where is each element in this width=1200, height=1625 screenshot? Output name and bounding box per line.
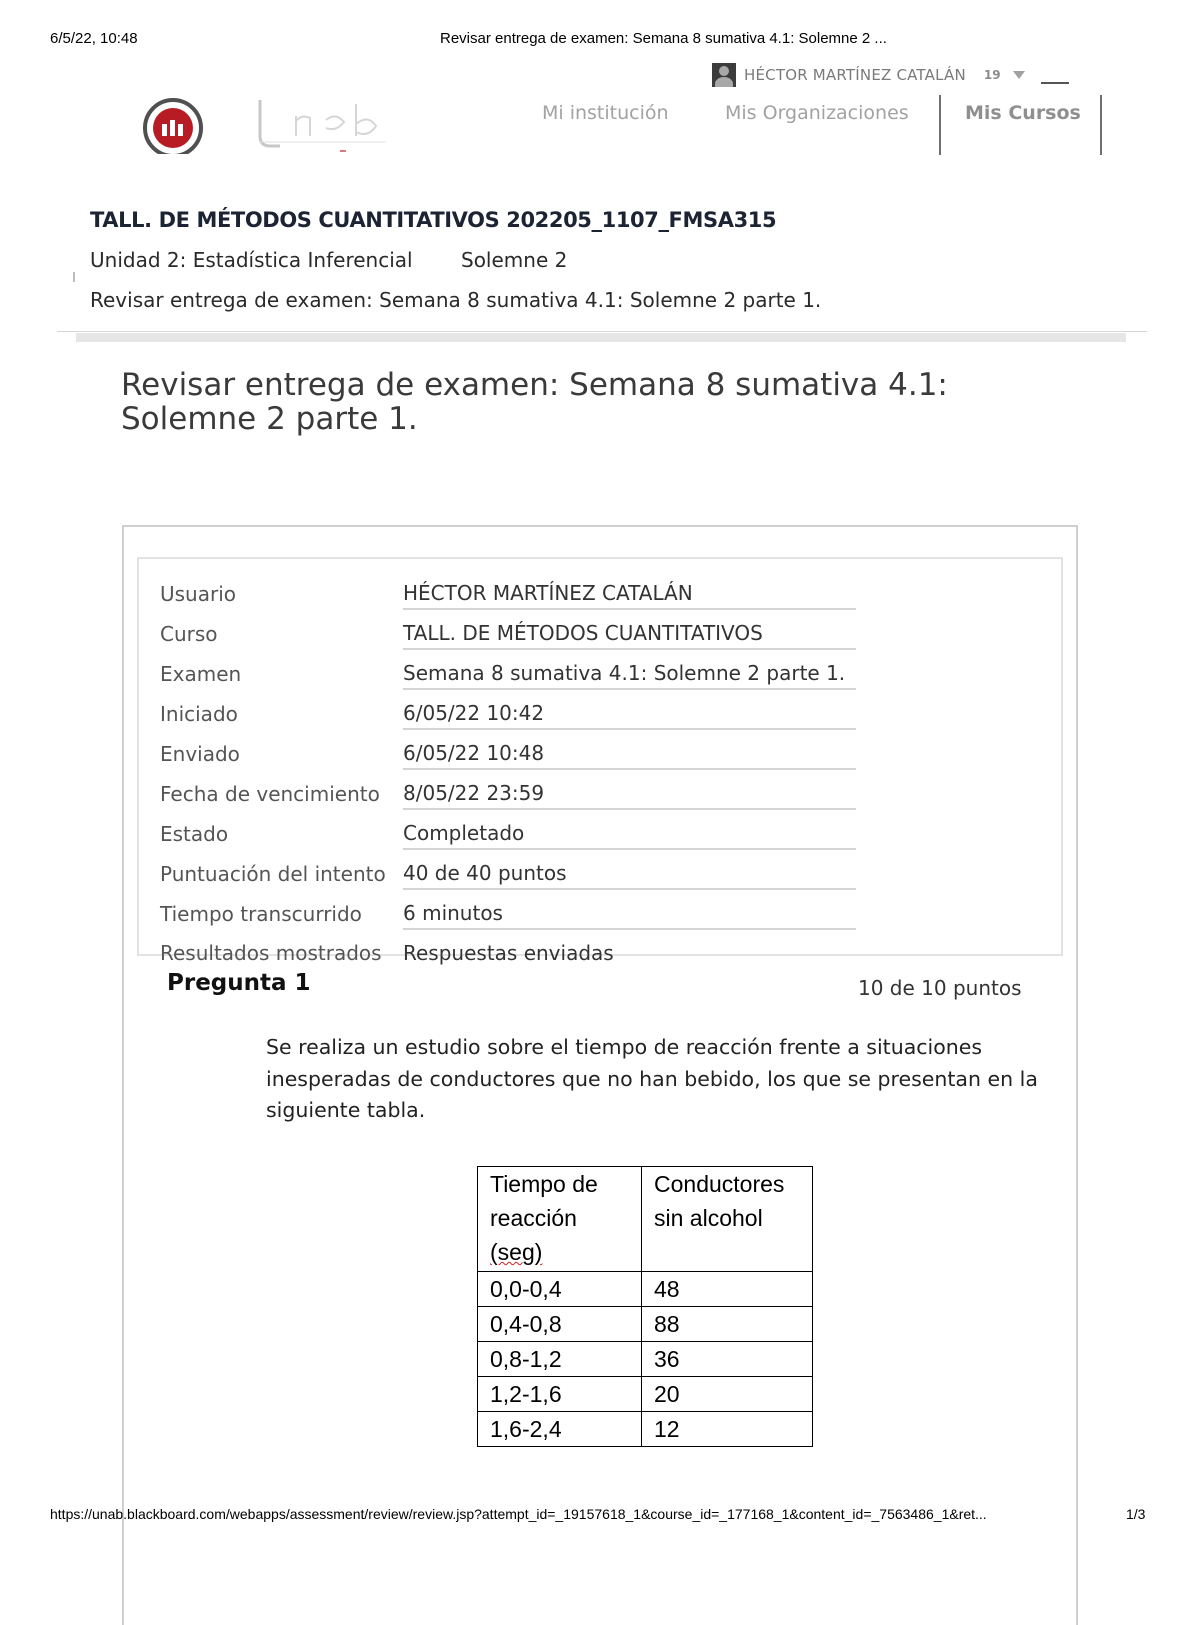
question-points: 10 de 10 puntos [858,976,1022,1000]
table-cell-interval: 0,8-1,2 [478,1342,642,1377]
details-value: Semana 8 sumativa 4.1: Solemne 2 parte 1. [403,649,856,689]
nav-divider [939,95,941,155]
details-label: Curso [160,622,218,646]
breadcrumb-folder[interactable]: Solemne 2 [461,248,568,272]
details-row [160,769,856,809]
details-row [160,849,856,889]
details-label: Resultados mostrados [160,941,382,965]
table-cell-count: 48 [642,1272,813,1307]
details-label: Tiempo transcurrido [160,902,362,926]
table-cell-interval: 0,0-0,4 [478,1272,642,1307]
details-value: HÉCTOR MARTÍNEZ CATALÁN [403,570,856,609]
details-label: Iniciado [160,702,238,726]
table-row [478,1307,813,1342]
user-menu[interactable] [712,62,1069,88]
table-row [478,1342,813,1377]
details-value: 6/05/22 10:48 [403,729,856,769]
table-row [478,1272,813,1307]
breadcrumb-marker [73,272,75,282]
details-row [160,809,856,849]
divider [57,331,1147,332]
details-label: Fecha de vencimiento [160,782,380,806]
details-value: TALL. DE MÉTODOS CUANTITATIVOS [403,609,856,649]
attempt-details-table [160,570,856,968]
table-row [478,1412,813,1447]
table-cell-interval: 1,2-1,6 [478,1377,642,1412]
user-name: HÉCTOR MARTÍNEZ CATALÁN [744,66,966,84]
nav-divider [1100,95,1102,155]
details-row [160,729,856,769]
breadcrumb-current: Revisar entrega de examen: Semana 8 sumativa 4.1: Solemne 2 parte 1. [90,288,822,312]
chevron-down-icon[interactable] [1013,71,1025,79]
table-header-time-label: Tiempo de reacción [490,1171,598,1231]
page-title: Revisar entrega de examen: Semana 8 sumativa 4.1: Solemne 2 parte 1. [121,367,948,437]
print-datetime: 6/5/22, 10:48 [50,30,138,47]
nav-my-organizations[interactable]: Mis Organizaciones [725,102,909,124]
university-seal-logo[interactable] [143,98,203,154]
details-row [160,889,856,929]
table-row [478,1377,813,1412]
nav-my-institution[interactable]: Mi institución [542,102,669,124]
table-header-time-unit: (seg) [490,1239,543,1265]
university-wordmark-logo [256,96,396,156]
notification-count: 19 [983,68,1001,82]
header-band [76,333,1126,342]
nav-my-courses[interactable]: Mis Cursos [965,102,1081,124]
table-cell-count: 88 [642,1307,813,1342]
details-label: Examen [160,662,242,686]
details-label: Estado [160,822,229,846]
details-value: 8/05/22 23:59 [403,769,856,809]
menu-underline-icon [1041,82,1069,84]
details-value: Respuestas enviadas [403,941,614,965]
question-text: Se realiza un estudio sobre el tiempo de reacción frente a situaciones inesperadas de conductores que no han bebido, los que se presentan en la siguiente tabla. [266,1035,1038,1122]
avatar-icon [712,63,736,87]
details-row [160,609,856,649]
breadcrumb-unit[interactable]: Unidad 2: Estadística Inferencial [90,248,413,272]
table-header-time [478,1167,642,1272]
details-label: Usuario [160,582,237,606]
details-row [160,689,856,729]
details-value: 6 minutos [403,889,856,929]
print-page-number: 1/3 [1126,1506,1146,1522]
table-cell-interval: 0,4-0,8 [478,1307,642,1342]
table-header-drivers: Conductores sin alcohol [642,1167,813,1272]
details-row [160,649,856,689]
breadcrumb-course[interactable]: TALL. DE MÉTODOS CUANTITATIVOS 202205_1107_FMSA315 [90,208,777,232]
question-title: Pregunta 1 [167,970,311,996]
details-row [160,929,856,968]
details-value: 40 de 40 puntos [403,849,856,889]
details-value: Completado [403,809,856,849]
reaction-time-table [477,1166,813,1447]
details-label: Puntuación del intento [160,862,386,886]
details-label: Enviado [160,742,240,766]
table-cell-count: 20 [642,1377,813,1412]
print-url: https://unab.blackboard.com/webapps/assessment/review/review.jsp?attempt_id=_19157618_1&course_id=_177168_1&content_id=_7563486_1&ret... [50,1506,987,1522]
table-cell-interval: 1,6-2,4 [478,1412,642,1447]
details-value: 6/05/22 10:42 [403,689,856,729]
table-cell-count: 36 [642,1342,813,1377]
table-cell-count: 12 [642,1412,813,1447]
print-document-title: Revisar entrega de examen: Semana 8 sumativa 4.1: Solemne 2 ... [440,30,887,47]
details-row [160,570,856,609]
